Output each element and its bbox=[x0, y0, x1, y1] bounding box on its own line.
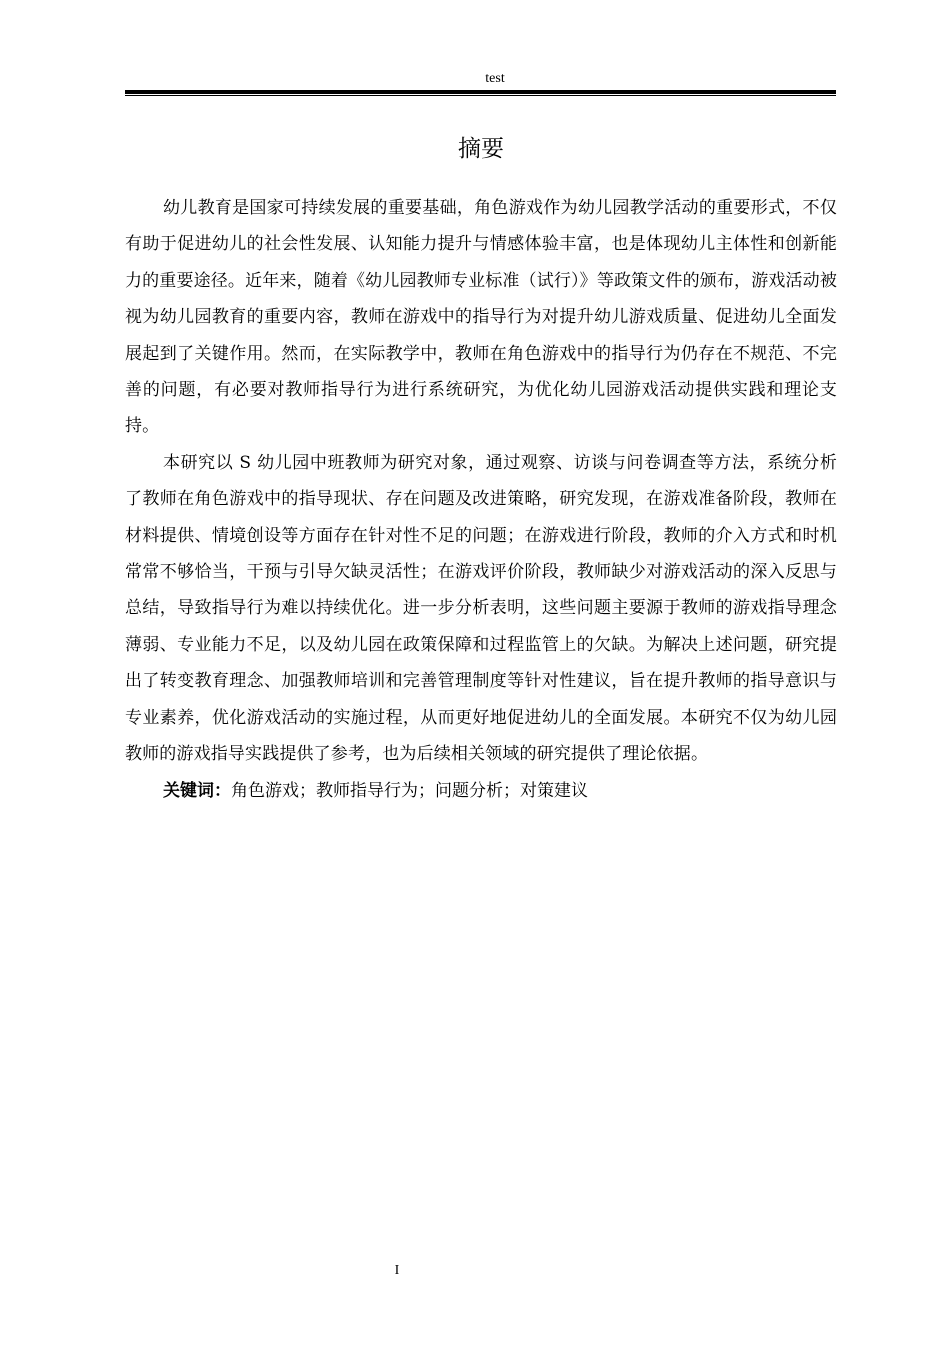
page-number: I bbox=[394, 1263, 400, 1278]
abstract-body bbox=[125, 190, 837, 809]
keywords-label: 关键词： bbox=[163, 780, 231, 801]
abstract-paragraph-2: 本研究以 S 幼儿园中班教师为研究对象，通过观察、访谈与问卷调查等方法，系统分析了教师在角色游戏中的指导现状、存在问题及改进策略，研究发现，在游戏准备阶段，教师在材料提供、情境创设等方面存在针对性不足的问题；在游戏进行阶段，教师的介入方式和时机常常不够恰当，干预与引导欠缺灵活性；在游戏评价阶段，教师缺少对游戏活动的深入反思与总结，导致指导行为难以持续优化。进一步分析表明，这些问题主要源于教师的游戏指导理念薄弱、专业能力不足，以及幼儿园在政策保障和过程监管上的欠缺。为解决上述问题，研究提出了转变教育理念、加强教师培训和完善管理制度等针对性建议，旨在提升教师的指导意识与专业素养，优化游戏活动的实施过程，从而更好地促进幼儿的全面发展。本研究不仅为幼儿园教师的游戏指导实践提供了参考，也为后续相关领域的研究提供了理论依据。 bbox=[125, 452, 837, 765]
header-rule-thin bbox=[125, 95, 836, 96]
header-rule-thick bbox=[125, 90, 836, 94]
abstract-title: 摘要 bbox=[458, 136, 504, 162]
abstract-paragraph-1: 幼儿教育是国家可持续发展的重要基础，角色游戏作为幼儿园教学活动的重要形式，不仅有助于促进幼儿的社会性发展、认知能力提升与情感体验丰富，也是体现幼儿主体性和创新能力的重要途径。近年来，随着《幼儿园教师专业标准（试行）》等政策文件的颁布，游戏活动被视为幼儿园教育的重要内容，教师在游戏中的指导行为对提升幼儿游戏质量、促进幼儿全面发展起到了关键作用。然而，在实际教学中，教师在角色游戏中的指导行为仍存在不规范、不完善的问题，有必要对教师指导行为进行系统研究，为优化幼儿园游戏活动提供实践和理论支持。 bbox=[125, 198, 837, 437]
keywords-line bbox=[125, 773, 837, 809]
running-header: test bbox=[485, 71, 505, 86]
keywords-text: 角色游戏；教师指导行为；问题分析；对策建议 bbox=[231, 780, 588, 801]
